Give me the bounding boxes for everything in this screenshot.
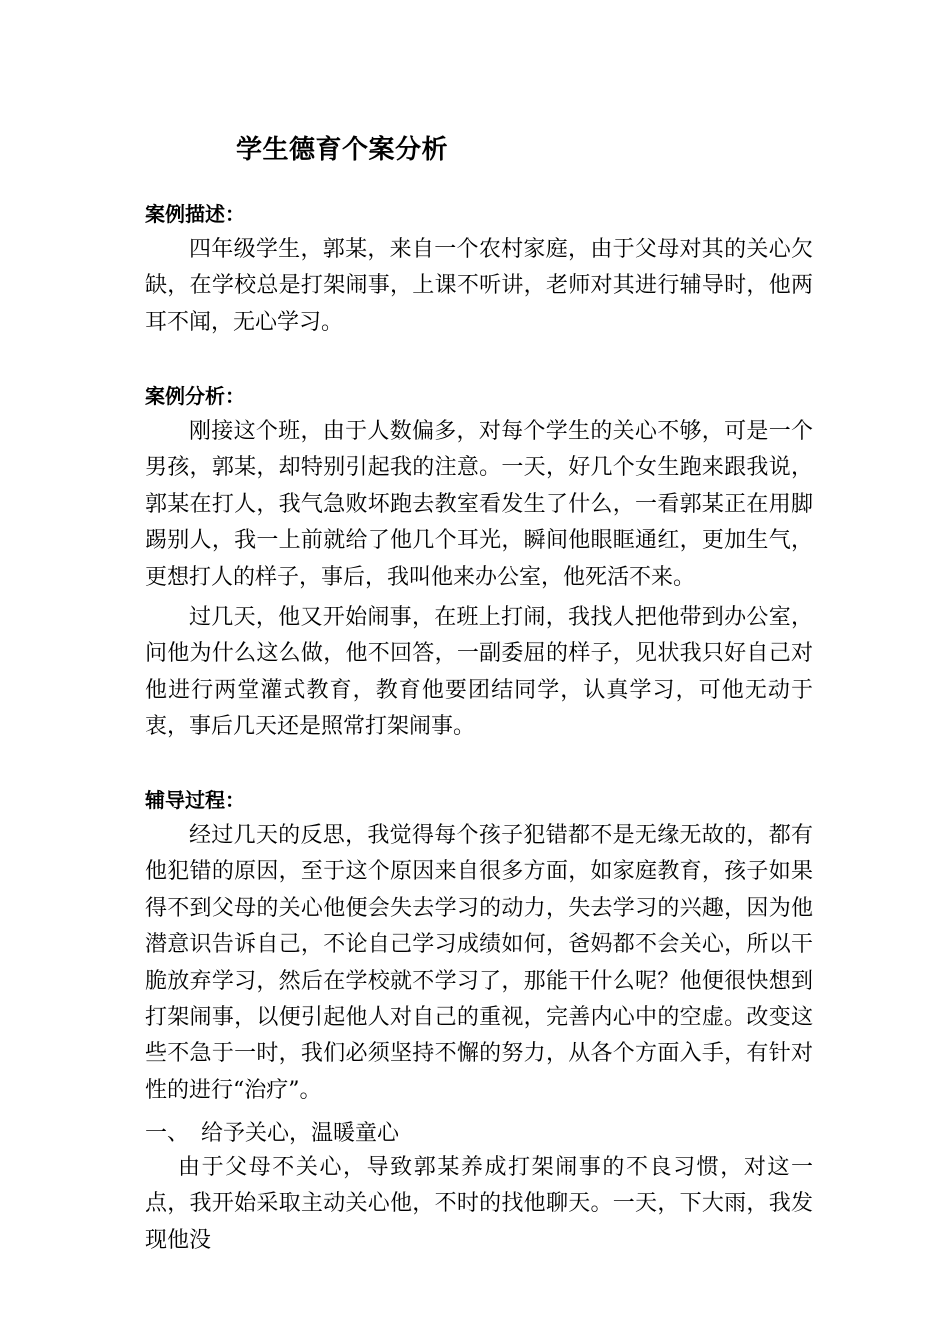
document-title: 学生德育个案分析 bbox=[236, 135, 449, 165]
subsection-heading bbox=[145, 1116, 399, 1152]
section-heading-process: 辅导过程： bbox=[145, 788, 245, 812]
section-heading-analysis: 案例分析： bbox=[145, 384, 245, 408]
process-paragraph: 经过几天的反思，我觉得每个孩子犯错都不是无缘无故的，都有他犯错的原因，至于这个原因来自很多方面，如家庭教育，孩子如果得不到父母的关心他便会失去学习的动力，失去学习的兴趣，因为他潜意识告诉自己，不论自己学习成绩如何，爸妈都不会关心，所以干脆放弃学习，然后在学校就不学习了，那能干什么呢？他便很快想到打架闹事，以便引起他人对自己的重视，完善内心中的空虚。改变这些不急于一时，我们必须坚持不懈的努力，从各个方面入手，有针对性的进行“治疗”。 bbox=[145, 823, 813, 1103]
analysis-paragraph-1: 刚接这个班，由于人数偏多，对每个学生的关心不够，可是一个男孩，郭某，却特别引起我的注意。一天，好几个女生跑来跟我说，郭某在打人，我气急败坏跑去教室看发生了什么，一看郭某正在用脚踢别人，我一上前就给了他几个耳光，瞬间他眼眶通红，更加生气，更想打人的样子，事后，我叫他来办公室，他死活不来。 bbox=[145, 419, 813, 590]
description-paragraph: 四年级学生，郭某，来自一个农村家庭，由于父母对其的关心欠缺，在学校总是打架闹事，上课不听讲，老师对其进行辅导时，他两耳不闻，无心学习。 bbox=[145, 237, 813, 335]
analysis-paragraph-2: 过几天，他又开始闹事，在班上打闹，我找人把他带到办公室，问他为什么这么做，他不回答，一副委屈的样子，见状我只好自己对他进行两堂灌式教育，教育他要团结同学，认真学习，可他无动于衷，事后几天还是照常打架闹事。 bbox=[145, 605, 813, 740]
section-heading-description: 案例描述： bbox=[145, 202, 245, 226]
subsection-number: 一、 bbox=[145, 1121, 190, 1146]
subsection-paragraph: 由于父母不关心，导致郭某养成打架闹事的不良习惯，对这一点，我开始采取主动关心他，不时的找他聊天。一天，下大雨，我发现他没 bbox=[145, 1155, 813, 1253]
subsection-title: 给予关心，温暖童心 bbox=[201, 1121, 400, 1146]
